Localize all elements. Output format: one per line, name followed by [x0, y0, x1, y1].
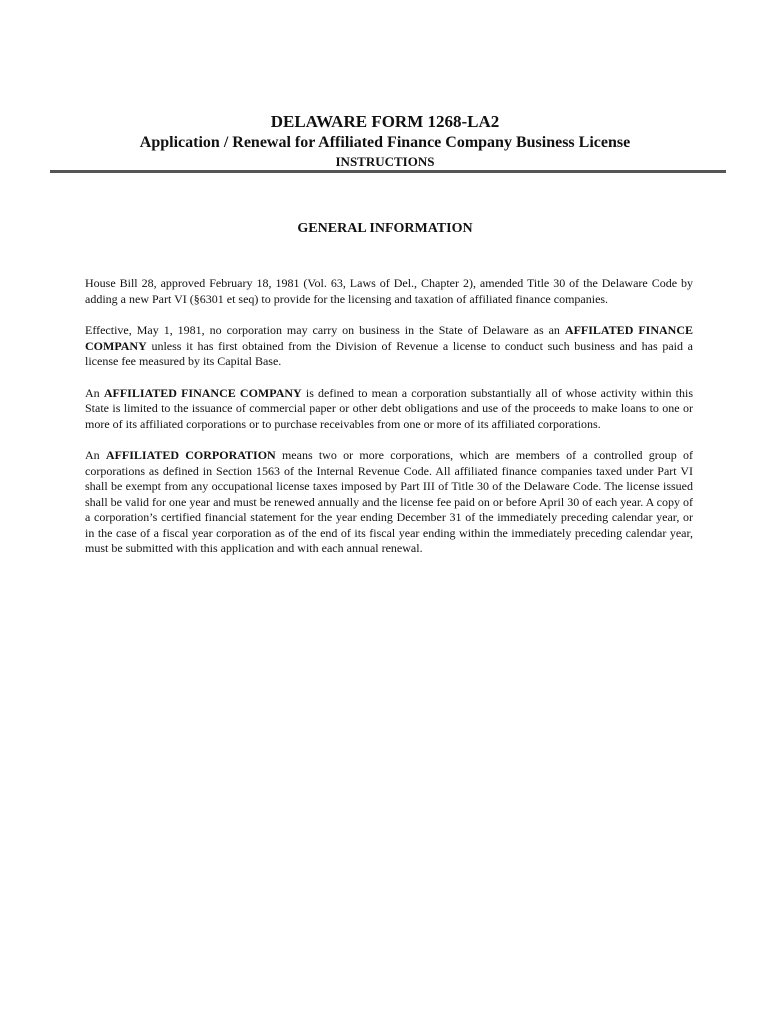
paragraph-text: means two or more corporations, which are members of a controlled group of corporations as defined in Section 1563 of the Internal Revenue Code. All affiliated finance companies taxed under Part VI shall be exempt from any occupational license taxes imposed by Part III of Title 30 of the Delaware Code. The license issued shall be valid for one year and must be renewed annually and the license fee paid on or before April 30 of each year. A copy of a corporation’s certified financial statement for the year ending December 31 of the immediately preceding calendar year, or in the case of a fiscal year corporation as of the end of its fiscal year ending within the immediately preceding calendar year, must be submitted with this application and with each annual renewal.: [85, 448, 693, 555]
form-header: [0, 112, 770, 170]
paragraph-house-bill: House Bill 28, approved February 18, 1981 (Vol. 63, Laws of Del., Chapter 2), amended Title 30 of the Delaware Code by adding a new Part VI (§6301 et seq) to provide for the licensing and taxation of affiliated finance companies.: [85, 276, 693, 306]
paragraph-effective-date: [85, 323, 693, 370]
paragraph-definition-finance-company: [85, 386, 693, 433]
paragraph-text: unless it has first obtained from the Division of Revenue a license to conduct such business and has paid a license fee measured by its Capital Base.: [85, 338, 693, 368]
paragraph-text: An: [85, 385, 104, 400]
paragraph-text: Effective, May 1, 1981, no corporation may carry on business in the State of Delaware as an: [85, 323, 565, 337]
header-divider: [50, 170, 726, 173]
form-title: DELAWARE FORM 1268-LA2: [270, 112, 500, 131]
paragraph-text: An: [85, 448, 106, 462]
paragraph-definition-affiliated-corporation: [85, 448, 693, 557]
term-affiliated-finance-company: AFFILIATED FINANCE COMPANY: [103, 385, 302, 400]
term-affiliated-finance-company: AFFILATED FINANCE COMPANY: [85, 323, 693, 353]
general-information-body: [85, 276, 693, 573]
paragraph-text: is defined to mean a corporation substantially all of whose activity within this State is limited to the issuance of commercial paper or other debt obligations and use of the proceeds to make loans to one or more of its affiliated corporations or to purchase receivables from one or more of its affiliated corporations.: [85, 385, 693, 431]
term-affiliated-corporation: AFFILIATED CORPORATION: [105, 448, 276, 462]
instructions-label: INSTRUCTIONS: [335, 154, 435, 169]
section-heading: GENERAL INFORMATION: [297, 221, 473, 236]
form-subtitle: Application / Renewal for Affiliated Finance Company Business License: [139, 134, 631, 151]
